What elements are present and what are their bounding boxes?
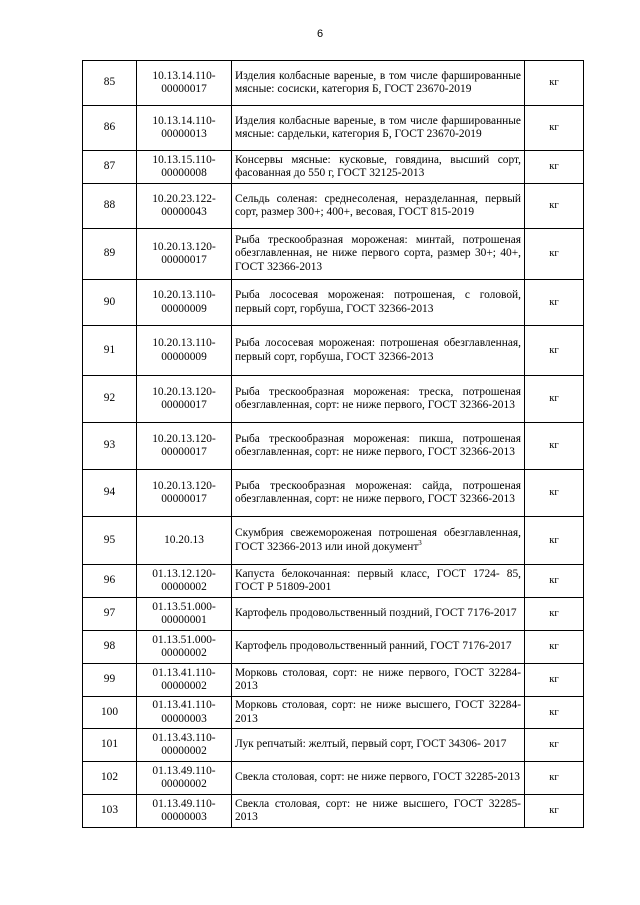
- description-text: потрошеная обезглавленная, сорт: не ниже первого,: [235, 479, 521, 505]
- unit-cell: кг: [525, 151, 584, 184]
- product-description-cell: [232, 229, 525, 280]
- product-description-cell: [232, 106, 525, 151]
- unit-cell: кг: [525, 795, 584, 828]
- row-number-cell: 88: [83, 184, 137, 229]
- okpd-code-line: 00000002: [161, 745, 207, 757]
- row-number-cell: 99: [83, 664, 137, 697]
- row-number-cell: 96: [83, 565, 137, 598]
- row-number-cell: 85: [83, 61, 137, 106]
- unit-cell: кг: [525, 106, 584, 151]
- okpd-code-cell: [137, 61, 232, 106]
- product-table-body: [83, 61, 584, 828]
- unit-cell: кг: [525, 423, 584, 470]
- table-row: [83, 795, 584, 828]
- okpd-code-line: 00000008: [161, 167, 207, 179]
- description-text: Изделия колбасные вареные, в том числе: [235, 69, 438, 82]
- description-text: Рыба лососевая мороженая: потрошеная: [235, 337, 439, 350]
- okpd-code-line: 01.13.49.110-: [152, 764, 216, 777]
- okpd-code-line: 10.20.13.120-: [152, 240, 216, 253]
- okpd-code-line: 10.20.13.120-: [152, 432, 216, 445]
- table-row: [83, 326, 584, 376]
- description-text: 7176-2017: [467, 607, 517, 620]
- description-text: документ: [372, 540, 419, 553]
- description-text: первый сорт, размер 300+; 400+, весовая, ГОСТ: [235, 192, 521, 218]
- description-text: ГОСТ 32366-2013: [427, 446, 515, 458]
- table-row: [83, 517, 584, 565]
- product-description-cell: [232, 61, 525, 106]
- description-text: Рыба трескообразная мороженая: пикша,: [235, 432, 454, 445]
- okpd-code-line: 00000043: [161, 206, 207, 218]
- unit-cell: кг: [525, 229, 584, 280]
- description-text: 85, ГОСТ Р 51809-2001: [235, 567, 521, 593]
- table-row: [83, 664, 584, 697]
- row-number-cell: 94: [83, 470, 137, 517]
- description-text: 32285-2013: [464, 771, 520, 784]
- okpd-code-line: 01.13.49.110-: [152, 797, 216, 810]
- okpd-code-cell: [137, 376, 232, 423]
- okpd-code-cell: [137, 631, 232, 664]
- product-description-cell: [232, 795, 525, 828]
- description-text: Рыба трескообразная мороженая: сайда,: [235, 479, 453, 492]
- table-row: [83, 565, 584, 598]
- description-text: Свекла столовая, сорт: не ниже первого, ГОСТ: [235, 771, 463, 784]
- unit-cell: кг: [525, 280, 584, 326]
- description-text: Капуста белокочанная: первый класс, ГОСТ 1724-: [235, 567, 500, 580]
- okpd-code-cell: [137, 280, 232, 326]
- unit-cell: кг: [525, 729, 584, 762]
- description-text: фаршированные мясные: сосиски, категория Б,: [235, 69, 521, 95]
- okpd-code-line: 10.20.13.110-: [152, 289, 216, 302]
- description-text: обезглавленная, первый сорт, горбуша, ГОСТ: [235, 337, 521, 363]
- okpd-code-line: 00000017: [161, 83, 207, 95]
- description-text: Скумбрия свежемороженая потрошеная: [235, 527, 437, 540]
- row-number-cell: 102: [83, 762, 137, 795]
- product-description-cell: [232, 184, 525, 229]
- okpd-code-line: 00000002: [161, 581, 207, 593]
- description-text: Морковь столовая, сорт: не ниже высшего, ГОСТ: [235, 699, 485, 712]
- description-text: Рыба трескообразная мороженая: минтай,: [235, 234, 455, 247]
- table-row: [83, 376, 584, 423]
- description-text: 32285-2013: [235, 797, 521, 823]
- description-text: Рыба лососевая мороженая: потрошеная, с головой,: [235, 289, 521, 302]
- table-row: [83, 184, 584, 229]
- product-description-cell: [232, 517, 525, 565]
- description-text: 32284-2013: [235, 699, 521, 725]
- okpd-code-line: 10.13.14.110-: [152, 69, 216, 82]
- unit-cell: кг: [525, 762, 584, 795]
- row-number-cell: 86: [83, 106, 137, 151]
- okpd-code-line: 01.13.51.000-: [152, 600, 216, 613]
- product-description-cell: [232, 729, 525, 762]
- product-description-cell: [232, 326, 525, 376]
- product-description-cell: [232, 762, 525, 795]
- okpd-code-cell: [137, 697, 232, 729]
- description-text: 815-2019: [430, 206, 475, 218]
- description-text: Свекла столовая, сорт: не ниже высшего, ГОСТ: [235, 797, 484, 810]
- table-row: [83, 106, 584, 151]
- description-text: Картофель продовольственный поздний, ГОСТ: [235, 607, 465, 620]
- description-text: Рыба трескообразная мороженая: треска,: [235, 385, 454, 398]
- description-text: ГОСТ 32366-2013: [427, 399, 515, 411]
- description-text: ГОСТ 23670-2019: [394, 128, 482, 140]
- okpd-code-line: 00000003: [161, 712, 207, 725]
- page-number: 6: [316, 28, 324, 40]
- okpd-code-line: 01.13.12.120-: [152, 567, 216, 580]
- table-row: [83, 697, 584, 729]
- product-description-cell: [232, 565, 525, 598]
- okpd-code-cell: [137, 795, 232, 828]
- okpd-code-line: 10.20.13.120-: [152, 479, 216, 492]
- description-text: обезглавленная, ГОСТ 32366-2013 или иной: [235, 527, 521, 553]
- row-number-cell: 89: [83, 229, 137, 280]
- okpd-code-line: 00000013: [161, 128, 207, 140]
- okpd-code-cell: [137, 423, 232, 470]
- okpd-code-line: 00000003: [161, 811, 207, 823]
- unit-cell: кг: [525, 376, 584, 423]
- description-text: 7176-2017: [462, 640, 512, 653]
- footnote-marker: 3: [418, 538, 422, 547]
- description-text: Картофель продовольственный ранний, ГОСТ: [235, 640, 460, 653]
- row-number-cell: 101: [83, 729, 137, 762]
- description-text: ГОСТ 32366-2013: [427, 493, 515, 505]
- unit-cell: кг: [525, 184, 584, 229]
- unit-cell: кг: [525, 565, 584, 598]
- row-number-cell: 87: [83, 151, 137, 184]
- okpd-code-line: 00000009: [161, 302, 207, 315]
- unit-cell: кг: [525, 697, 584, 729]
- description-text: 32366-2013: [378, 350, 434, 363]
- row-number-cell: 100: [83, 697, 137, 729]
- product-description-cell: [232, 423, 525, 470]
- description-text: Лук репчатый: желтый, первый сорт, ГОСТ 34306-: [235, 738, 481, 751]
- okpd-code-cell: [137, 664, 232, 697]
- product-description-cell: [232, 470, 525, 517]
- row-number-cell: 90: [83, 280, 137, 326]
- unit-cell: кг: [525, 470, 584, 517]
- okpd-code-line: 00000002: [161, 647, 207, 659]
- table-row: [83, 423, 584, 470]
- table-row: [83, 598, 584, 631]
- row-number-cell: 95: [83, 517, 137, 565]
- table-row: [83, 762, 584, 795]
- table-row: [83, 470, 584, 517]
- product-description-cell: [232, 664, 525, 697]
- okpd-code-line: 01.13.41.110-: [152, 666, 216, 679]
- table-row: [83, 280, 584, 326]
- table-row: [83, 61, 584, 106]
- okpd-code-cell: [137, 729, 232, 762]
- product-description-cell: [232, 280, 525, 326]
- description-text: Консервы мясные: кусковые, говядина, высший: [235, 153, 490, 166]
- row-number-cell: 92: [83, 376, 137, 423]
- product-description-cell: [232, 376, 525, 423]
- description-text: сорта, размер 30+; 40+, ГОСТ 32366-2013: [235, 247, 521, 273]
- okpd-code-line: 00000009: [161, 350, 207, 363]
- description-text: сорт, фасованная до 550 г, ГОСТ 32125-2013: [235, 153, 521, 179]
- table-row: [83, 229, 584, 280]
- description-text: потрошеная обезглавленная, сорт: не ниже первого,: [235, 432, 521, 458]
- row-number-cell: 98: [83, 631, 137, 664]
- okpd-code-cell: [137, 565, 232, 598]
- table-row: [83, 151, 584, 184]
- okpd-code-line: 01.13.41.110-: [152, 699, 216, 712]
- okpd-code-line: 10.20.23.122-: [152, 192, 216, 205]
- okpd-code-line: 00000017: [161, 446, 207, 458]
- okpd-code-cell: [137, 229, 232, 280]
- okpd-code-line: 00000017: [161, 493, 207, 505]
- okpd-code-cell: [137, 598, 232, 631]
- description-text: 32284-2013: [235, 666, 521, 692]
- product-description-cell: [232, 151, 525, 184]
- okpd-code-line: 10.20.13.120-: [152, 385, 216, 398]
- row-number-cell: 93: [83, 423, 137, 470]
- okpd-code-cell: [137, 762, 232, 795]
- okpd-code-cell: [137, 106, 232, 151]
- product-description-cell: [232, 631, 525, 664]
- table-row: [83, 729, 584, 762]
- row-number-cell: 103: [83, 795, 137, 828]
- okpd-code-cell: [137, 517, 232, 565]
- unit-cell: кг: [525, 326, 584, 376]
- okpd-code-line: 01.13.43.110-: [152, 731, 216, 744]
- description-text: первый сорт, горбуша, ГОСТ 32366-2013: [235, 302, 434, 315]
- description-text: ГОСТ 23670-2019: [384, 83, 472, 95]
- okpd-code-line: 00000017: [161, 254, 207, 266]
- product-description-cell: [232, 697, 525, 729]
- unit-cell: кг: [525, 664, 584, 697]
- okpd-code-line: 10.13.14.110-: [152, 114, 216, 127]
- okpd-code-cell: [137, 151, 232, 184]
- okpd-code-line: 00000017: [161, 399, 207, 411]
- description-text: Сельдь соленая: среднесоленая, неразделанная,: [235, 192, 479, 205]
- row-number-cell: 91: [83, 326, 137, 376]
- unit-cell: кг: [525, 61, 584, 106]
- description-text: потрошеная обезглавленная, сорт: не ниже первого,: [235, 385, 521, 411]
- row-number-cell: 97: [83, 598, 137, 631]
- okpd-code-line: 10.13.15.110-: [152, 153, 216, 166]
- description-text: Изделия колбасные вареные, в том числе: [235, 114, 438, 127]
- okpd-code-line: 01.13.51.000-: [152, 633, 216, 646]
- description-text: Морковь столовая, сорт: не ниже первого, ГОСТ: [235, 666, 484, 679]
- okpd-code-line: 00000001: [161, 614, 207, 626]
- unit-cell: кг: [525, 631, 584, 664]
- unit-cell: кг: [525, 598, 584, 631]
- okpd-code-cell: [137, 470, 232, 517]
- product-description-cell: [232, 598, 525, 631]
- description-text: 2017: [483, 738, 507, 751]
- okpd-code-line: 10.20.13: [164, 533, 204, 546]
- product-table: [82, 60, 584, 828]
- okpd-code-cell: [137, 184, 232, 229]
- okpd-code-line: 00000002: [161, 778, 207, 790]
- description-text: фаршированные мясные: сардельки, категория Б,: [235, 114, 521, 140]
- okpd-code-line: 00000002: [161, 680, 207, 692]
- table-row: [83, 631, 584, 664]
- description-text: потрошеная обезглавленная, не ниже первого: [235, 234, 521, 260]
- unit-cell: кг: [525, 517, 584, 565]
- okpd-code-cell: [137, 326, 232, 376]
- okpd-code-line: 10.20.13.110-: [152, 337, 216, 350]
